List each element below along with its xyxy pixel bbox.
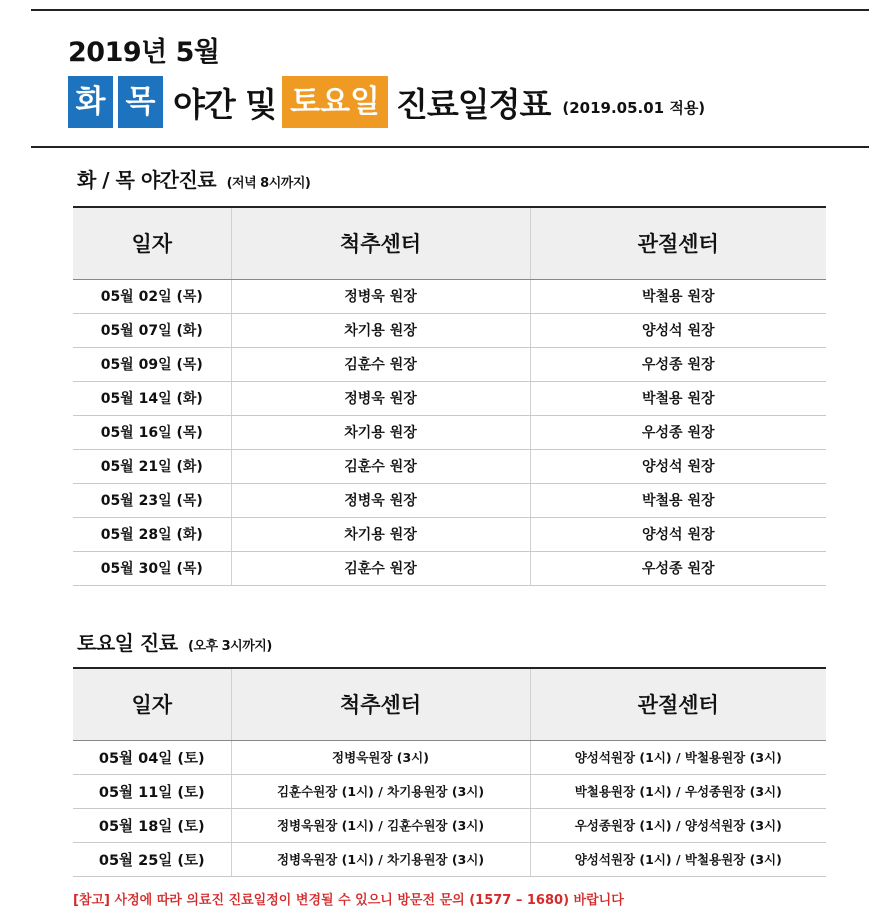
title-text-night: 야간 및 [173, 84, 277, 124]
joint-doctor-cell: 박철용 원장 [530, 483, 826, 517]
spine-doctor-cell: 차기용 원장 [231, 415, 530, 449]
spine-doctor-cell: 김훈수원장 (1시) / 차기용원장 (3시) [231, 774, 530, 808]
date-cell: 05월 25일 (토) [73, 842, 231, 876]
table-row [73, 808, 826, 842]
joint-doctor-cell: 양성석 원장 [530, 449, 826, 483]
effective-date-note: (2019.05.01 적용) [562, 98, 706, 117]
saturday-section-title [77, 627, 272, 656]
night-schedule-table [73, 206, 826, 586]
table-row [73, 517, 826, 551]
spine-doctor-cell: 김훈수 원장 [231, 449, 530, 483]
spine-doctor-cell: 김훈수 원장 [231, 347, 530, 381]
year-month-title: 2019년 5월 [68, 37, 220, 68]
joint-doctor-cell: 양성석 원장 [530, 313, 826, 347]
table-row [73, 347, 826, 381]
main-title [68, 76, 705, 128]
footnote-notice: [참고] 사정에 따라 의료진 진료일정이 변경될 수 있으니 방문전 문의 (1577 – 1680) 바랍니다 [73, 893, 624, 908]
joint-doctor-cell: 우성종 원장 [530, 347, 826, 381]
table-row [73, 740, 826, 774]
table-row [73, 842, 826, 876]
joint-doctor-cell: 우성종원장 (1시) / 양성석원장 (3시) [530, 808, 826, 842]
date-cell: 05월 16일 (목) [73, 415, 231, 449]
joint-doctor-cell: 양성석원장 (1시) / 박철용원장 (3시) [530, 842, 826, 876]
table-row [73, 279, 826, 313]
spine-doctor-cell: 정병욱원장 (3시) [231, 740, 530, 774]
table-header-row [73, 668, 826, 740]
night-section-title [77, 164, 310, 193]
date-cell: 05월 18일 (토) [73, 808, 231, 842]
header-divider [31, 146, 869, 148]
spine-doctor-cell: 정병욱원장 (1시) / 차기용원장 (3시) [231, 842, 530, 876]
spine-doctor-cell: 정병욱원장 (1시) / 김훈수원장 (3시) [231, 808, 530, 842]
table-row [73, 313, 826, 347]
header-spine-center: 척추센터 [231, 668, 530, 740]
date-cell: 05월 04일 (토) [73, 740, 231, 774]
table-row [73, 483, 826, 517]
header-spine-center: 척추센터 [231, 207, 530, 279]
table-row [73, 551, 826, 585]
saturday-section-label: 토요일 진료 [77, 631, 178, 655]
joint-doctor-cell: 박철용 원장 [530, 279, 826, 313]
date-cell: 05월 11일 (토) [73, 774, 231, 808]
saturday-section-subtitle: (오후 3시까지) [188, 639, 272, 654]
joint-doctor-cell: 박철용 원장 [530, 381, 826, 415]
table-row [73, 449, 826, 483]
spine-doctor-cell: 차기용 원장 [231, 313, 530, 347]
date-cell: 05월 09일 (목) [73, 347, 231, 381]
night-section-subtitle: (저녁 8시까지) [226, 176, 311, 191]
header-joint-center: 관절센터 [530, 668, 826, 740]
table-row [73, 381, 826, 415]
night-section-label: 화 / 목 야간진료 [77, 168, 217, 192]
spine-doctor-cell: 김훈수 원장 [231, 551, 530, 585]
date-cell: 05월 30일 (목) [73, 551, 231, 585]
spine-doctor-cell: 정병욱 원장 [231, 483, 530, 517]
spine-doctor-cell: 정병욱 원장 [231, 279, 530, 313]
spine-doctor-cell: 정병욱 원장 [231, 381, 530, 415]
date-cell: 05월 02일 (목) [73, 279, 231, 313]
thursday-badge: 목 [118, 76, 163, 128]
title-text-schedule: 진료일정표 [395, 84, 551, 124]
date-cell: 05월 28일 (화) [73, 517, 231, 551]
table-row [73, 774, 826, 808]
joint-doctor-cell: 우성종 원장 [530, 415, 826, 449]
header-joint-center: 관절센터 [530, 207, 826, 279]
joint-doctor-cell: 박철용원장 (1시) / 우성종원장 (3시) [530, 774, 826, 808]
joint-doctor-cell: 우성종 원장 [530, 551, 826, 585]
table-header-row [73, 207, 826, 279]
saturday-schedule-table [73, 667, 826, 877]
saturday-badge: 토요일 [282, 76, 388, 128]
spine-doctor-cell: 차기용 원장 [231, 517, 530, 551]
joint-doctor-cell: 양성석 원장 [530, 517, 826, 551]
date-cell: 05월 23일 (목) [73, 483, 231, 517]
date-cell: 05월 07일 (화) [73, 313, 231, 347]
joint-doctor-cell: 양성석원장 (1시) / 박철용원장 (3시) [530, 740, 826, 774]
tuesday-badge: 화 [68, 76, 113, 128]
date-cell: 05월 14일 (화) [73, 381, 231, 415]
table-row [73, 415, 826, 449]
header-date: 일자 [73, 207, 231, 279]
header-date: 일자 [73, 668, 231, 740]
top-divider [31, 9, 869, 11]
date-cell: 05월 21일 (화) [73, 449, 231, 483]
